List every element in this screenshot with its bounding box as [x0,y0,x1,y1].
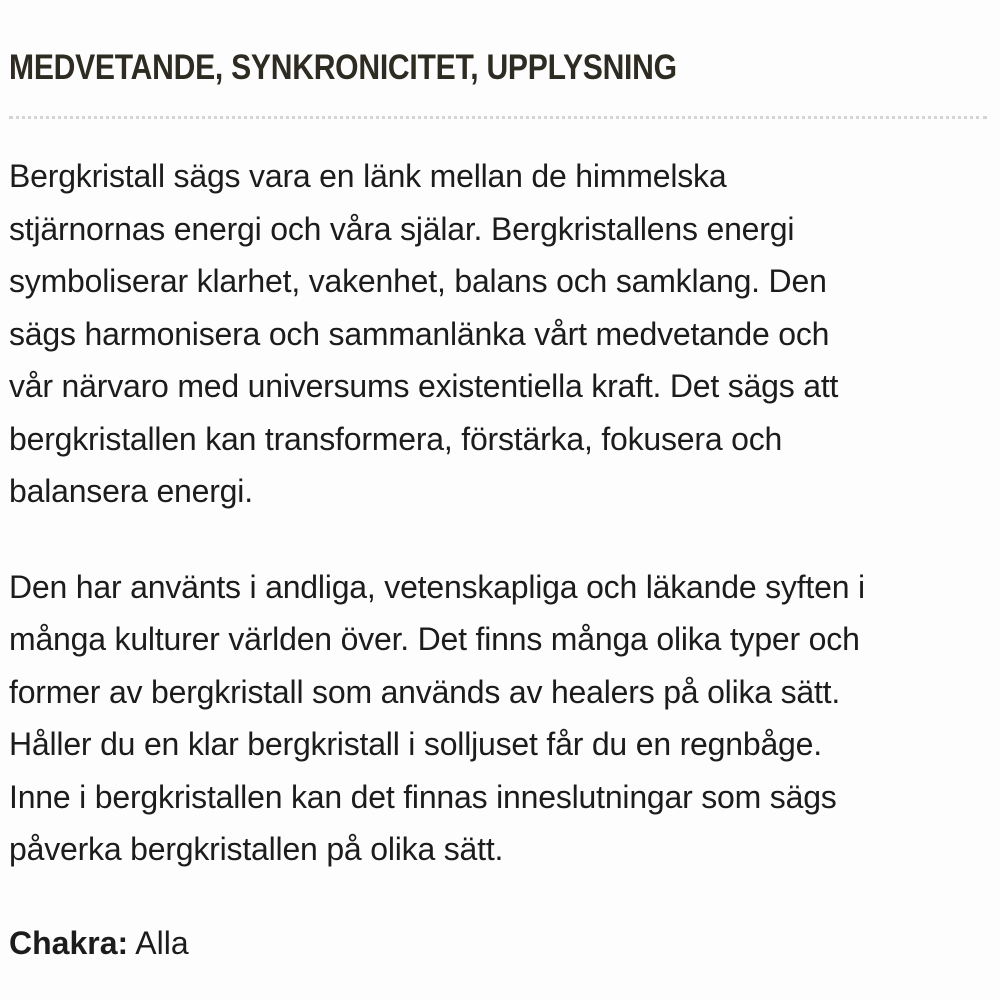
chakra-label: Chakra: [9,924,129,961]
paragraph-line: Inne i bergkristallen kan det finnas inneslutningar som sägs [9,778,837,815]
paragraph-line: stjärnornas energi och våra själar. Bergkristallens energi [9,210,795,247]
paragraph-line: former av bergkristall som används av healers på olika sätt. [9,673,841,710]
paragraph-line: bergkristallen kan transformera, förstärka, fokusera och [9,420,783,457]
chakra-row [9,917,1000,969]
paragraph-line: symboliserar klarhet, vakenhet, balans och samklang. Den [9,263,827,299]
paragraph-line: Den har använts i andliga, vetenskapliga och läkande syften i [9,568,865,605]
section-heading: MEDVETANDE, SYNKRONICITET, UPPLYSNING [9,48,677,87]
paragraph-line: Håller du en klar bergkristall i solljuset får du en regnbåge. [9,726,822,762]
chakra-value: Alla [135,924,189,961]
paragraph-1 [9,150,989,518]
dotted-divider [9,116,987,119]
paragraph-line: balansera energi. [9,473,253,509]
paragraph-line: sägs harmonisera och sammanlänka vårt medvetande och [9,315,830,352]
paragraph-line: många kulturer världen över. Det finns många olika typer och [9,621,860,657]
paragraph-2 [9,561,989,876]
paragraph-line: påverka bergkristallen på olika sätt. [9,831,504,867]
paragraph-line: vår närvaro med universums existentiella kraft. Det sägs att [9,368,839,404]
paragraph-line: Bergkristall sägs vara en länk mellan de himmelska [9,158,727,194]
